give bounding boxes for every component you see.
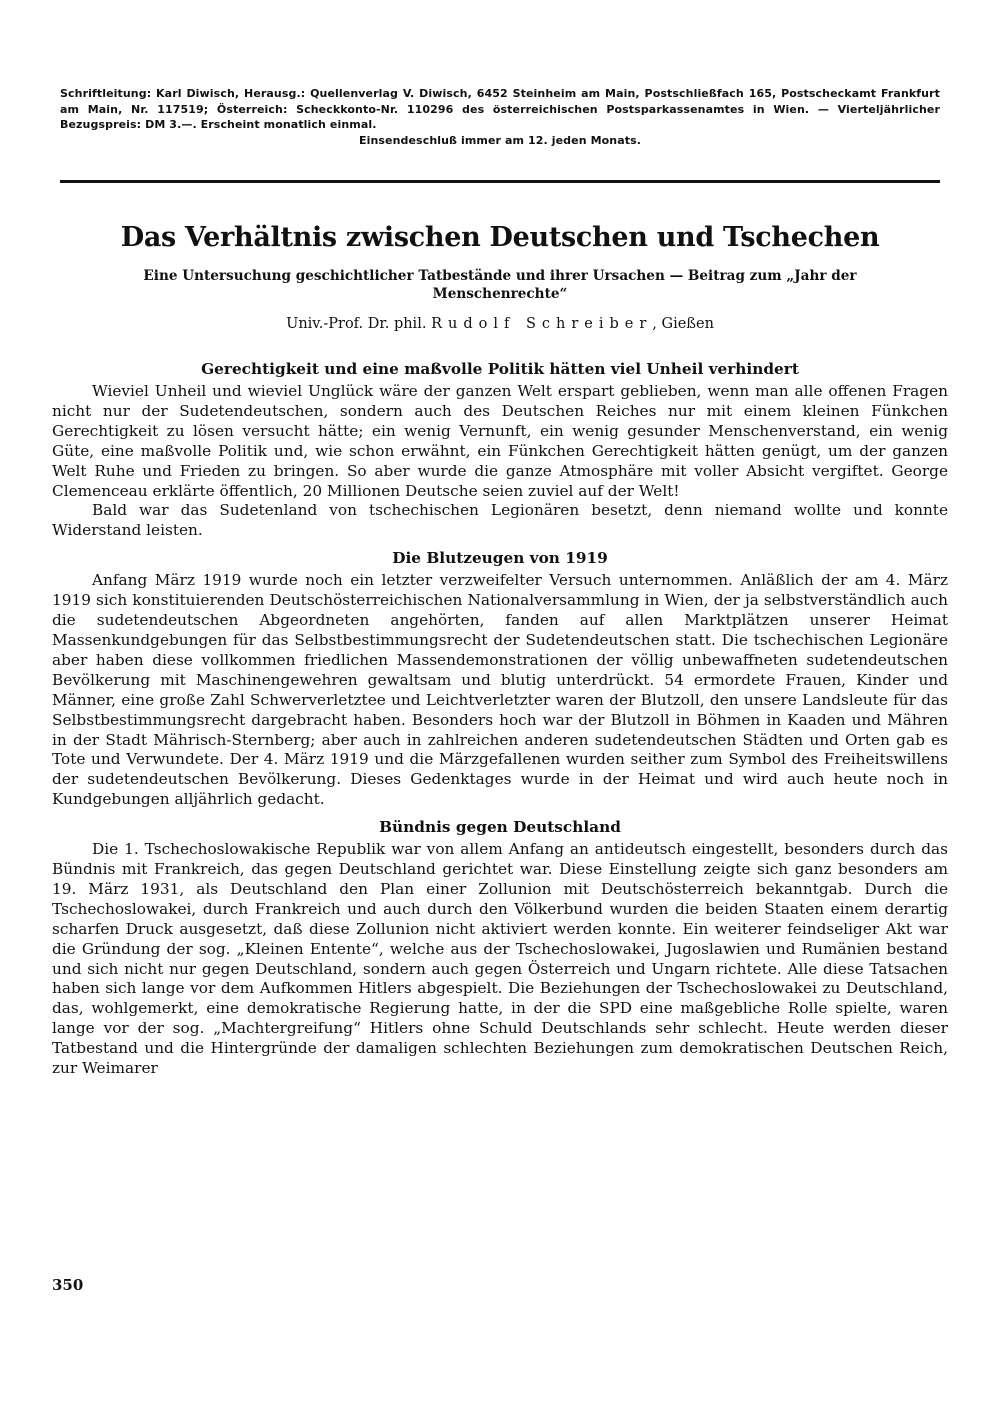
author-place: , Gießen bbox=[652, 316, 714, 332]
masthead-deadline: Einsendeschluß immer am 12. jeden Monats. bbox=[358, 133, 642, 147]
masthead bbox=[60, 86, 940, 148]
masthead-text: Schriftleitung: Karl Diwisch, Herausg.: Quellenverlag V. Diwisch, 6452 Steinheim am Main, Postschließfach 165, Postscheckamt Frankfurt am Main, Nr. 117519; Österreich: Scheckkonto-Nr. 110296 des österreichischen Postsparkassenamtes in Wien. — Vierteljährlicher Bezugspreis: DM 3.—. Erscheint monatlich einmal. bbox=[60, 87, 940, 131]
section-heading: Die Blutzeugen von 1919 bbox=[392, 549, 608, 568]
masthead-divider bbox=[60, 180, 940, 183]
author-prefix: Univ.-Prof. Dr. phil. bbox=[286, 316, 427, 332]
article-author bbox=[0, 316, 1000, 332]
article-subtitle: Eine Untersuchung geschichtlicher Tatbestände und ihrer Ursachen — Beitrag zum „Jahr der Menschenrechte“ bbox=[143, 268, 857, 302]
section-heading: Bündnis gegen Deutschland bbox=[379, 818, 621, 837]
article-body bbox=[52, 358, 948, 1079]
paragraph: Anfang März 1919 wurde noch ein letzter verzweifelter Versuch unternommen. Anläßlich der am 4. März 1919 sich konstituierenden Deutschösterreichischen Nationalversammlung in Wien, der ja selbstverständlich auch die sudetendeutschen Abgeordneten angehörten, fanden auf allen Marktplätzen unserer Heimat Massenkundgebungen für das Selbstbestimmungsrecht der Sudetendeutschen statt. Die tschechischen Legionäre aber haben diese vollkommen friedlichen Massendemonstrationen der völlig unbewaffneten sudetendeutschen Bevölkerung mit Maschinengewehren gewaltsam und blutig unterdrückt. 54 ermordete Frauen, Kinder und Männer, eine große Zahl Schwerverletztee und Leichtverletzter waren der Blutzoll, den unsere Landsleute für das Selbstbestimmungsrecht dargebracht haben. Besonders hoch war der Blutzoll in Böhmen in Kaaden und Mähren in der Stadt Mährisch-Sternberg; aber auch in zahlreichen anderen sudetendeutschen Städten und Orten gab es Tote und Verwundete. Der 4. März 1919 und die Märzgefallenen wurden seither zum Symbol des Freiheitswillens der sudetendeutschen Bevölkerung. Dieses Gedenktages wurde in der Heimat und wird auch heute noch in Kundgebungen alljährlich gedacht. bbox=[52, 571, 948, 809]
author-name: Rudolf Schreiber bbox=[431, 316, 653, 332]
section-heading: Gerechtigkeit und eine maßvolle Politik hätten viel Unheil verhindert bbox=[201, 360, 799, 378]
paragraph: Bald war das Sudetenland von tschechischen Legionären besetzt, denn niemand wollte und konnte Widerstand leisten. bbox=[52, 501, 948, 540]
page-number: 350 bbox=[52, 1276, 84, 1294]
paragraph: Wieviel Unheil und wieviel Unglück wäre der ganzen Welt erspart geblieben, wenn man alle offenen Fragen nicht nur der Sudetendeutschen, sondern auch des Deutschen Reiches nur mit einem kleinen Fünkchen Gerechtigkeit zu lösen versucht hätte; ein wenig Vernunft, ein wenig gesunder Menschenverstand, ein wenig Güte, eine maßvolle Politik und, wie schon erwähnt, ein Fünkchen Gerechtigkeit hätten genügt, um der ganzen Welt Ruhe und Frieden zu bringen. So aber wurde die ganze Atmosphäre mit voller Absicht vergiftet. George Clemenceau erklärte öffentlich, 20 Millionen Deutsche seien zuviel auf der Welt! bbox=[52, 382, 948, 500]
article-title: Das Verhältnis zwischen Deutschen und Tschechen bbox=[120, 222, 880, 253]
paragraph: Die 1. Tschechoslowakische Republik war von allem Anfang an antideutsch eingestellt, besonders durch das Bündnis mit Frankreich, das gegen Deutschland gerichtet war. Diese Einstellung zeigte sich ganz besonders am 19. März 1931, als Deutschland den Plan einer Zollunion mit Deutschösterreich bekanntgab. Durch die Tschechoslowakei, durch Frankreich und auch durch den Völkerbund wurden die beiden Staaten einem derartig scharfen Druck ausgesetzt, daß diese Zollunion nicht aktiviert werden konnte. Ein weiterer feindseliger Akt war die Gründung der sog. „Kleinen Entente“, welche aus der Tschechoslowakei, Jugoslawien und Rumänien bestand und sich nicht nur gegen Deutschland, sondern auch gegen Österreich und Ungarn richtete. Alle diese Tatsachen haben sich lange vor dem Aufkommen Hitlers abgespielt. Die Beziehungen der Tschechoslowakei zu Deutschland, das, wohlgemerkt, eine demokratische Regierung hatte, in der die SPD eine maßgebliche Rolle spielte, waren lange vor der sog. „Machtergreifung“ Hitlers ohne Schuld Deutschlands sehr schlecht. Heute werden dieser Tatbestand und die Hintergründe der damaligen schlechten Beziehungen zum demokratischen Deutschen Reich, zur Weimarer bbox=[52, 840, 948, 1078]
